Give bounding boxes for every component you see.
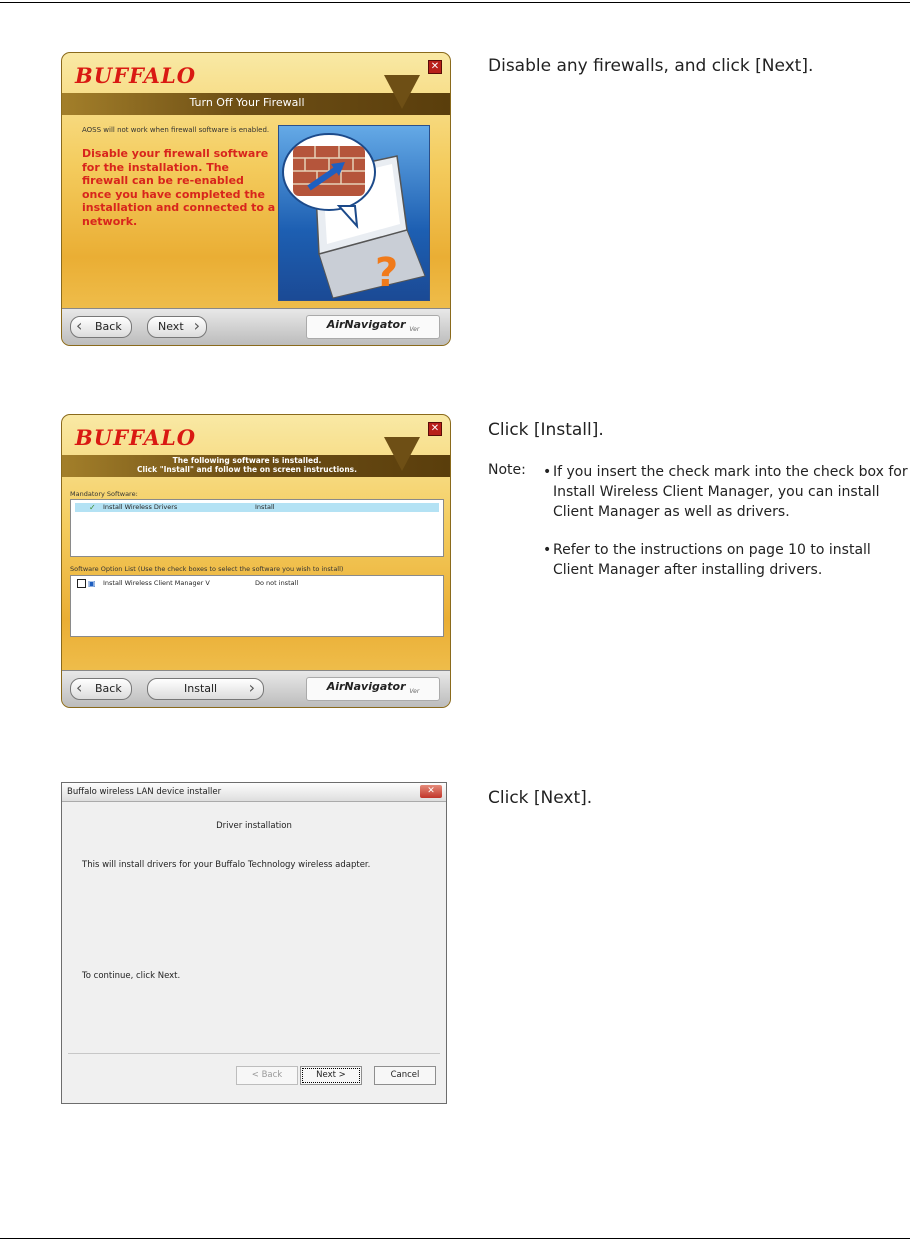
- cancel-button[interactable]: Cancel: [374, 1066, 436, 1085]
- back-button[interactable]: < Back: [236, 1066, 298, 1085]
- back-button[interactable]: [70, 316, 132, 338]
- driver-installer-window: [61, 782, 447, 1104]
- note-text: Refer to the instructions on page 10 to install Client Manager after installing drivers.: [553, 542, 871, 578]
- close-button[interactable]: ✕: [428, 60, 442, 74]
- option-list: [70, 575, 444, 637]
- chevron-right-icon: ›: [193, 316, 200, 335]
- bullet-dot: •: [543, 464, 552, 480]
- note-label: Note:: [488, 462, 526, 478]
- software-name: Install Wireless Client Manager V: [103, 579, 210, 587]
- airnavigator-label: AirNavigator: [326, 318, 406, 331]
- buffalo-logo: BUFFALO: [75, 425, 197, 450]
- airnavigator-logo: [306, 677, 440, 701]
- note-text: If you insert the check mark into the check box for Install Wireless Client Manager, you can install Client Manager as well as drivers.: [553, 464, 908, 520]
- list-item: [75, 579, 439, 588]
- back-label: Back: [95, 320, 122, 333]
- step1-instruction: Disable any firewalls, and click [Next].: [488, 56, 814, 76]
- airnavigator-logo: [306, 315, 440, 339]
- client-manager-checkbox[interactable]: [77, 579, 86, 588]
- chevron-right-icon: ›: [248, 678, 255, 697]
- installer-heading: Driver installation: [216, 821, 292, 831]
- arrow-decoration-icon: [384, 437, 420, 471]
- step2-instruction: Click [Install].: [488, 420, 604, 440]
- option-list-label: Software Option List (Use the check boxes to select the software you wish to install): [70, 565, 344, 573]
- software-status: Do not install: [255, 579, 299, 587]
- dialog-title: [62, 457, 432, 474]
- software-name: Install Wireless Drivers: [103, 503, 178, 511]
- aoss-note: AOSS will not work when firewall software is enabled.: [82, 126, 270, 134]
- install-button[interactable]: [147, 678, 264, 700]
- bottom-rule: [0, 1238, 910, 1239]
- svg-text:?: ?: [375, 250, 399, 296]
- install-status-icon: ✓: [89, 503, 96, 512]
- airnavigator-label: AirNavigator: [326, 680, 406, 693]
- installer-body-text: This will install drivers for your Buffalo Technology wireless adapter.: [82, 860, 371, 870]
- software-status: Install: [255, 503, 275, 511]
- bullet-dot: •: [543, 542, 552, 558]
- mandatory-label: Mandatory Software:: [70, 490, 138, 498]
- close-button[interactable]: ✕: [428, 422, 442, 436]
- airnavigator-version: Ver: [409, 688, 420, 696]
- firewall-warning: Disable your firewall software for the installation. The firewall can be re-enabled once you have completed the installation and connected to a network.: [82, 147, 276, 228]
- window-title: Buffalo wireless LAN device installer: [67, 787, 222, 797]
- window-titlebar: [62, 783, 446, 802]
- top-rule: [0, 2, 910, 3]
- install-label: Install: [184, 682, 218, 695]
- chevron-left-icon: ‹: [76, 678, 83, 697]
- mandatory-list: [70, 499, 444, 557]
- next-label: Next: [158, 320, 184, 333]
- next-button[interactable]: [147, 316, 207, 338]
- client-manager-icon: ▣: [88, 579, 96, 588]
- step3-instruction: Click [Next].: [488, 788, 593, 808]
- back-label: Back: [95, 682, 122, 695]
- chevron-left-icon: ‹: [76, 316, 83, 335]
- airnavigator-version: Ver: [409, 326, 420, 334]
- arrow-decoration-icon: [384, 75, 420, 109]
- laptop-firewall-illustration: [278, 125, 430, 301]
- close-button[interactable]: ✕: [420, 785, 442, 798]
- laptop-illustration-icon: [279, 126, 429, 300]
- install-dialog: [61, 414, 451, 708]
- divider: [68, 1053, 440, 1054]
- dialog-title-line2: Click "Install" and follow the on screen instructions.: [137, 464, 357, 474]
- dialog-title-line1: The following software is installed.: [172, 456, 322, 465]
- dialog-title: Turn Off Your Firewall: [189, 96, 305, 109]
- next-button[interactable]: Next >: [300, 1066, 362, 1085]
- button-bar: [62, 670, 450, 707]
- list-item[interactable]: [75, 503, 439, 512]
- note-item: [543, 462, 908, 522]
- back-button[interactable]: [70, 678, 132, 700]
- button-bar: [62, 308, 450, 345]
- firewall-dialog: [61, 52, 451, 346]
- buffalo-logo: BUFFALO: [75, 63, 197, 88]
- continue-text: To continue, click Next.: [82, 971, 181, 981]
- note-item: [543, 540, 908, 580]
